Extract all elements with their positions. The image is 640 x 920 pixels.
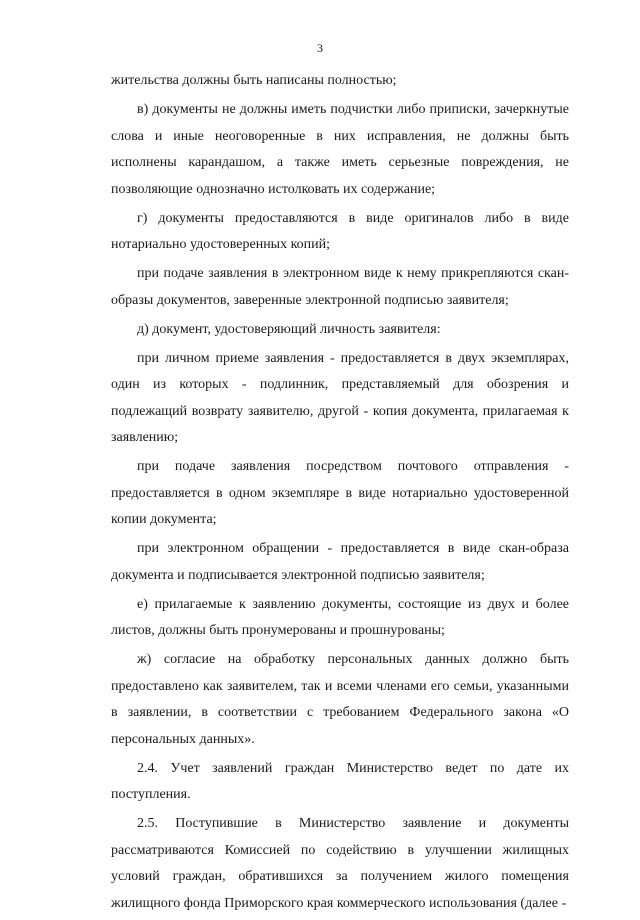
paragraph: жительства должны быть написаны полностью; — [111, 73, 397, 88]
paragraph: при подаче заявления в электронном виде к нему прикрепляются скан-образы документов, заверенные электронной подписью заявителя; — [111, 266, 569, 308]
document-body — [111, 68, 569, 920]
paragraph: г) документы предоставляются в виде оригиналов либо в виде нотариально удостоверенных копий; — [111, 210, 569, 252]
paragraph: при подаче заявления посредством почтового отправления - предоставляется в одном экземпляре в виде нотариально удостоверенной копии документа; — [111, 459, 569, 527]
paragraph: д) документ, удостоверяющий личность заявителя: — [137, 321, 441, 337]
paragraph: 2.5. Поступившие в Министерство заявление и документы рассматриваются Комиссией по содействию в улучшении жилищных условий граждан, обратившихся за получением жилого помещения жилищного фонда Приморского края коммерческого использования (далее - — [111, 816, 569, 911]
paragraph: при электронном обращении - предоставляется в виде скан-образа документа и подписывается электронной подписью заявителя; — [111, 541, 569, 583]
paragraph: е) прилагаемые к заявлению документы, состоящие из двух и более листов, должны быть пронумерованы и прошнурованы; — [111, 596, 569, 638]
paragraph: в) документы не должны иметь подчистки либо приписки, зачеркнутые слова и иные неоговоренные в них исправления, не должны быть исполнены карандашом, а также иметь серьезные повреждения, не позволяющие однозначно истолковать их содержание; — [111, 102, 569, 197]
paragraph: при личном приеме заявления - предоставляется в двух экземплярах, один из которых - подлинник, представляемый для обозрения и подлежащий возврату заявителю, другой - копия документа, прилагаемая к заявлению; — [111, 350, 569, 445]
page-number: 3 — [317, 41, 323, 55]
paragraph: 2.4. Учет заявлений граждан Министерство ведет по дате их поступления. — [111, 760, 569, 802]
paragraph: ж) согласие на обработку персональных данных должно быть предоставлено как заявителем, так и всеми членами его семьи, указанными в заявлении, в соответствии с требованием Федерального закона «О персональных данных». — [111, 652, 569, 747]
